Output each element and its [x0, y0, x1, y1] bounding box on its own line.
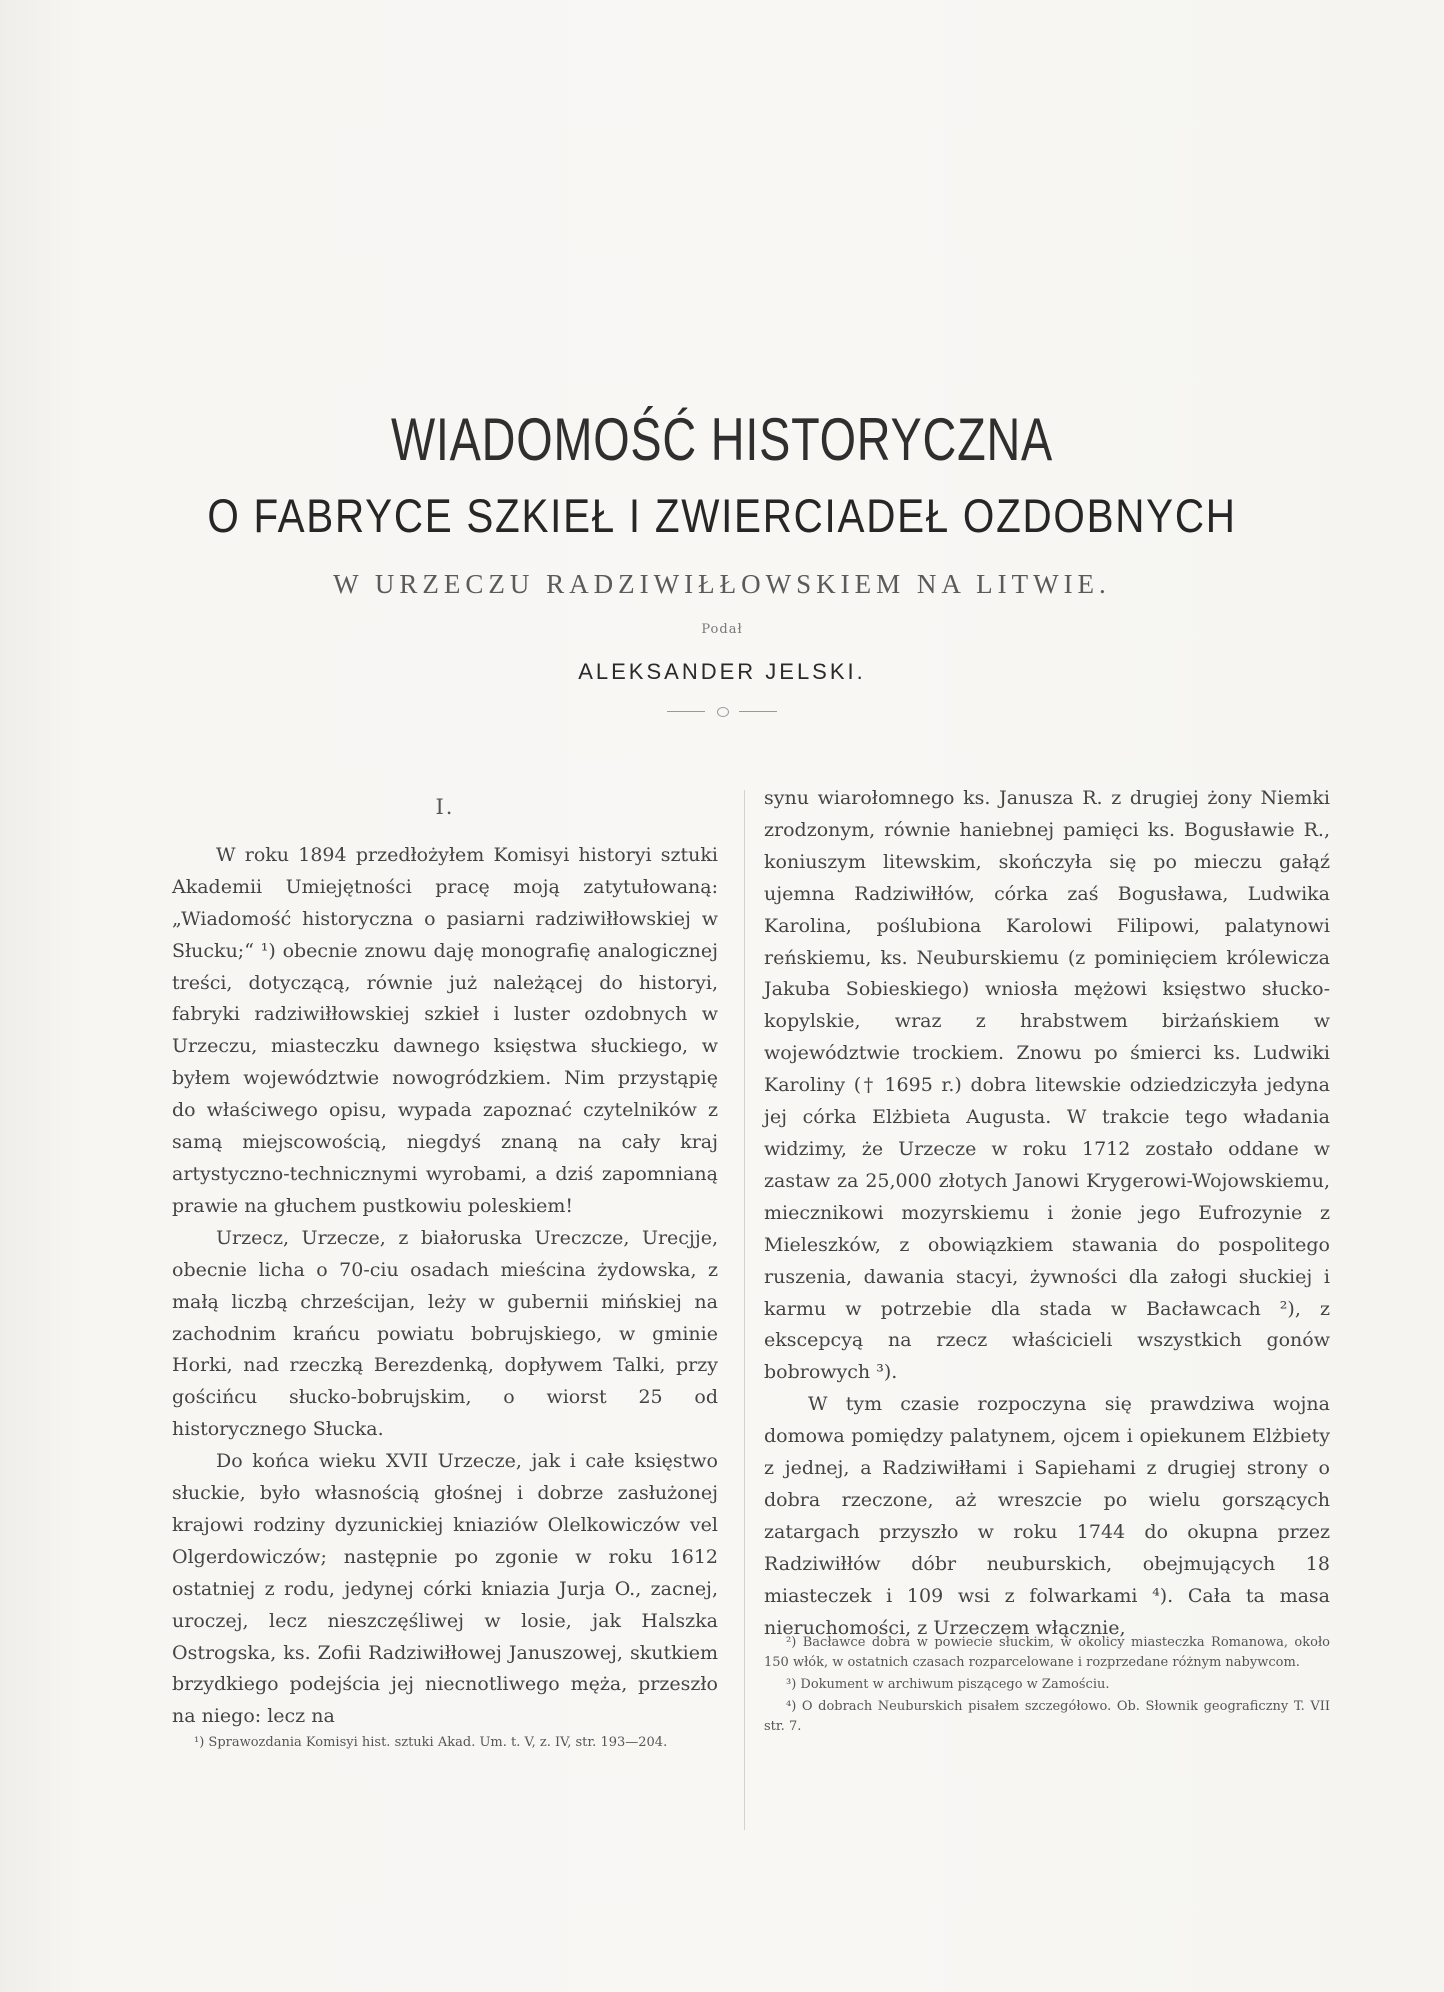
right-column: [764, 783, 1330, 1644]
paragraph: Urzecz, Urzecze, z białoruska Ureczcze, Urecjje, obecnie licha o 70-ciu osadach mieścina żydowska, z małą liczbą chrześcijan, leży w gubernii mińskiej na zachodnim krańcu powiatu bobrujskiego, w gminie Horki, nad rzeczką Berezdenką, dopływem Talki, przy gościńcu słucko-bobrujskim, o wiorst 25 od historycznego Słucka.: [172, 1226, 718, 1441]
footnote: ²) Bacławce dobra w powiecie słuckim, w okolicy miasteczka Romanowa, około 150 włók, w ostatnich czasach rozparcelowane i rozprzedane różnym nabywcom.: [764, 1635, 1330, 1670]
section-number: I.: [435, 795, 455, 819]
column-divider: [744, 790, 745, 1830]
left-column: [172, 792, 718, 1733]
ornament-line-right: [739, 711, 777, 712]
paragraph: synu wiarołomnego ks. Janusza R. z drugiej żony Niemki zrodzonym, równie haniebnej pamięci ks. Bogusławie R., koniuszym litewskim, skończyła się po mieczu gałąź ujemna Radziwiłłów, córka zaś Bogusława, Ludwika Karolina, poślubiona Karolowi Filipowi, palatynowi reńskiemu, ks. Neuburskiemu (z pominięciem królewicza Jakuba Sobieskiego) wniosła mężowi księstwo słucko-kopylskie, wraz z hrabstwem birżańskiem w województwie trockiem. Znowu po śmierci ks. Ludwiki Karoliny († 1695 r.) dobra litewskie odziedziczyła jedyna jej córka Elżbieta Augusta. W trakcie tego władania widzimy, że Urzecze w roku 1712 zostało oddane w zastaw za 25,000 złotych Janowi Krygerowi-Wojowskiemu, miecznikowi mozyrskiemu i żonie jego Eufrozynie z Mieleszków, z obowiązkiem stawania do pospolitego ruszenia, dawania stacyi, żywności dla załogi słuckiej i karmu w potrzebie dla stada w Bacławcach ²), z ekscepcyą na rzecz właścicieli wszystkich gonów bobrowych ³).: [764, 787, 1330, 1384]
byline-prefix: Podał: [701, 622, 743, 637]
paragraph: Do końca wieku XVII Urzecze, jak i całe księstwo słuckie, było własnością głośnej i dobrze zasłużonej krajowi rodziny dyzunickiej kniaziów Olelkowiczów vel Olgerdowiczów; następnie po zgonie w roku 1612 ostatniej z rodu, jedynej córki kniazia Jurja O., zacnej, uroczej, lecz nieszczęśliwej w losie, jak Halszka Ostrogska, ks. Zofii Radziwiłłowej Januszowej, skutkiem brzydkiego podejścia jej niecnotliwego męża, przeszło na niego: lecz na: [172, 1450, 718, 1728]
title-line-1: WIADOMOŚĆ HISTORYCZNA: [390, 406, 1054, 473]
ornament-divider: [667, 707, 777, 717]
title-line-2: O FABRYCE SZKIEŁ I ZWIERCIADEŁ OZDOBNYCH: [207, 489, 1237, 542]
ornament-center-icon: [717, 707, 729, 717]
title-line-3: W URZECZU RADZIWIŁŁOWSKIEM NA LITWIE.: [333, 569, 1111, 599]
footnote: ³) Dokument w archiwum piszącego w Zamościu.: [786, 1677, 1110, 1692]
footnotes-right: [764, 1633, 1330, 1739]
footnotes-left: [172, 1733, 718, 1755]
ornament-line-left: [667, 711, 705, 712]
author-name: ALEKSANDER JELSKI.: [578, 659, 866, 684]
paragraph: W roku 1894 przedłożyłem Komisyi historyi sztuki Akademii Umiejętności pracę moją zatytułowaną: „Wiadomość historyczna o pasiarni radziwiłłowskiej w Słucku;“ ¹) obecnie znowu daję monografię analogicznej treści, dotyczącą, równie już należącej do historyi, fabryki radziwiłłowskiej szkieł i luster ozdobnych w Urzeczu, miasteczku dawnego księstwa słuckiego, w byłem województwie nowogródzkiem. Nim przystąpię do właściwego opisu, wypada zapoznać czytelników z samą miejscowością, niegdyś znaną na cały kraj artystyczno-technicznymi wyrobami, a dziś zapomnianą prawie na głuchem pustkowiu poleskiem!: [172, 843, 718, 1217]
footnote: ¹) Sprawozdania Komisyi hist. sztuki Akad. Um. t. V, z. IV, str. 193—204.: [194, 1735, 668, 1750]
article-header: [0, 406, 1444, 717]
paragraph: W tym czasie rozpoczyna się prawdziwa wojna domowa pomiędzy palatynem, ojcem i opiekunem Elżbiety z jednej, a Radziwiłłami i Sapiehami z drugiej strony o dobra rzeczone, aż wreszcie po wielu gorszących zatargach przyszło w roku 1744 do okupna przez Radziwiłłów dóbr neuburskich, obejmujących 18 miasteczek i 109 wsi z folwarkami ⁴). Cała ta masa nieruchomości, z Urzeczem włącznie,: [764, 1393, 1330, 1639]
footnote: ⁴) O dobrach Neuburskich pisałem szczegółowo. Ob. Słownik geograficzny T. VII str. 7.: [764, 1699, 1330, 1734]
